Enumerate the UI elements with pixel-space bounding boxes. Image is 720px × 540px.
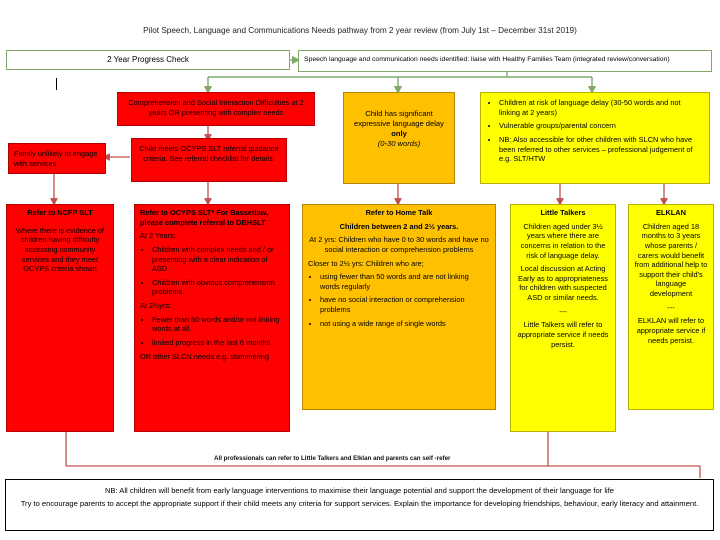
little-talkers-heading: Little Talkers <box>540 208 586 217</box>
ocyps-heading: Refer to OCYPS SLT* For Bassetlaw, please complete referral to DBHSLT <box>140 208 269 227</box>
expressive-line2: only <box>391 128 407 138</box>
expressive-line3: (0-30 words) <box>377 138 421 148</box>
ocyps-other: OR other SLCN needs e.g. stammering <box>140 351 269 361</box>
ocyps-at2half-item: • limited progress in the last 6 months <box>152 338 284 348</box>
little-talkers-p1: Children aged under 3½ years where there are concerns in relation to the risk of language delay. <box>520 221 606 260</box>
ocyps-slt-box <box>134 204 290 432</box>
ocyps-at2-label: At 2 Years: <box>140 231 176 241</box>
slc-identified-box: Speech language and communication needs identified: liaise with Healthy Families Team (integrated review/conversation) <box>298 50 712 72</box>
elklan-sep: --- <box>667 302 675 312</box>
ocyps-at2-item: • Children with complex needs and / or presenting with a clear indication of ASD <box>152 245 284 274</box>
home-talk-heading: Refer to Home Talk <box>365 208 433 217</box>
ocyps-at2-item: • Children with obvious comprehension problems <box>152 278 284 297</box>
home-talk-item: • have no social interaction or comprehension problems <box>320 295 490 314</box>
home-talk-closer: Closer to 2½ yrs: Children who are; <box>308 258 424 268</box>
comprehension-difficulties-box: Comprehension and Social Interaction Difficulties at 2 years OR presenting with complex needs <box>117 92 315 126</box>
risk-box <box>480 92 710 184</box>
little-talkers-p3: Little Talkers will refer to appropriate service if needs persist. <box>517 320 609 349</box>
elklan-p2: ELKLAN will refer to appropriate service if needs persist. <box>636 316 706 345</box>
home-talk-item: • not using a wide range of single words <box>320 319 490 329</box>
risk-item: • Children at risk of language delay (30-50 words and not linking at 2 years) <box>499 98 703 117</box>
ocyps-at2half-item: • Fewer than 50 words and/or not linking words at all. <box>152 315 284 334</box>
ocyps-at2half-label: At 2½yrs: <box>140 301 172 310</box>
home-talk-item: • using fewer than 50 words and are not linking words regularly <box>320 272 490 291</box>
little-talkers-sep: --- <box>559 306 567 316</box>
risk-item: • NB: Also accessible for other children with SLCN who have been referred to other services – professional judgement of e.g. SLT/HTW <box>499 135 703 164</box>
progress-check-box: 2 Year Progress Check <box>6 50 290 70</box>
little-talkers-box <box>510 204 616 432</box>
little-talkers-p2: Local discussion at Acting Early as to appropriateness for children with suspected ASD or similar needs. <box>518 264 608 302</box>
ncfp-body: Where there is evidence of children having difficulty accessing community services and they meet OCYPS criteria shown <box>16 225 104 274</box>
home-talk-at2: At 2 yrs: Children who have 0 to 30 words and have no social interaction or comprehension problems <box>309 235 489 254</box>
ncfp-heading: Refer to NCFP SLT <box>27 208 93 217</box>
expressive-line1: Child has significant expressive language delay <box>354 109 444 128</box>
elklan-heading: ELKLAN <box>656 208 686 217</box>
page-title: Pilot Speech, Language and Communications Needs pathway from 2 year review (from July 1st – December 31st 2019) <box>143 26 577 35</box>
home-talk-subheading: Children between 2 and 2½ years. <box>339 221 459 231</box>
elklan-p1: Children aged 18 months to 3 years whose parents / carers would benefit from additional help to support their child's language development <box>634 221 708 298</box>
ncfp-slt-box <box>6 204 114 432</box>
elklan-box <box>628 204 714 410</box>
home-talk-box <box>302 204 496 410</box>
footer-note-box <box>5 479 714 531</box>
family-unlikely-box: Family unlikely to engage with services <box>8 143 106 174</box>
footer-line2: Try to encourage parents to accept the appropriate support if their child meets any criteria for support services. Explain the importance for developing friendships, behaviour, early literacy and attainment. <box>20 499 699 509</box>
footer-line1: NB: All children will benefit from early language interventions to maximise their language potential and support the development of their language for life <box>104 486 615 495</box>
expressive-delay-box <box>343 92 455 184</box>
all-professionals-note: All professionals can refer to Little Talkers and Elklan and parents can self -refer <box>214 455 451 462</box>
risk-item: • Vulnerable groups/parental concern <box>499 121 703 131</box>
meets-criteria-box: Child meets OCYPS SLT referral guidance criteria. See referral checklist for details. <box>131 138 287 182</box>
